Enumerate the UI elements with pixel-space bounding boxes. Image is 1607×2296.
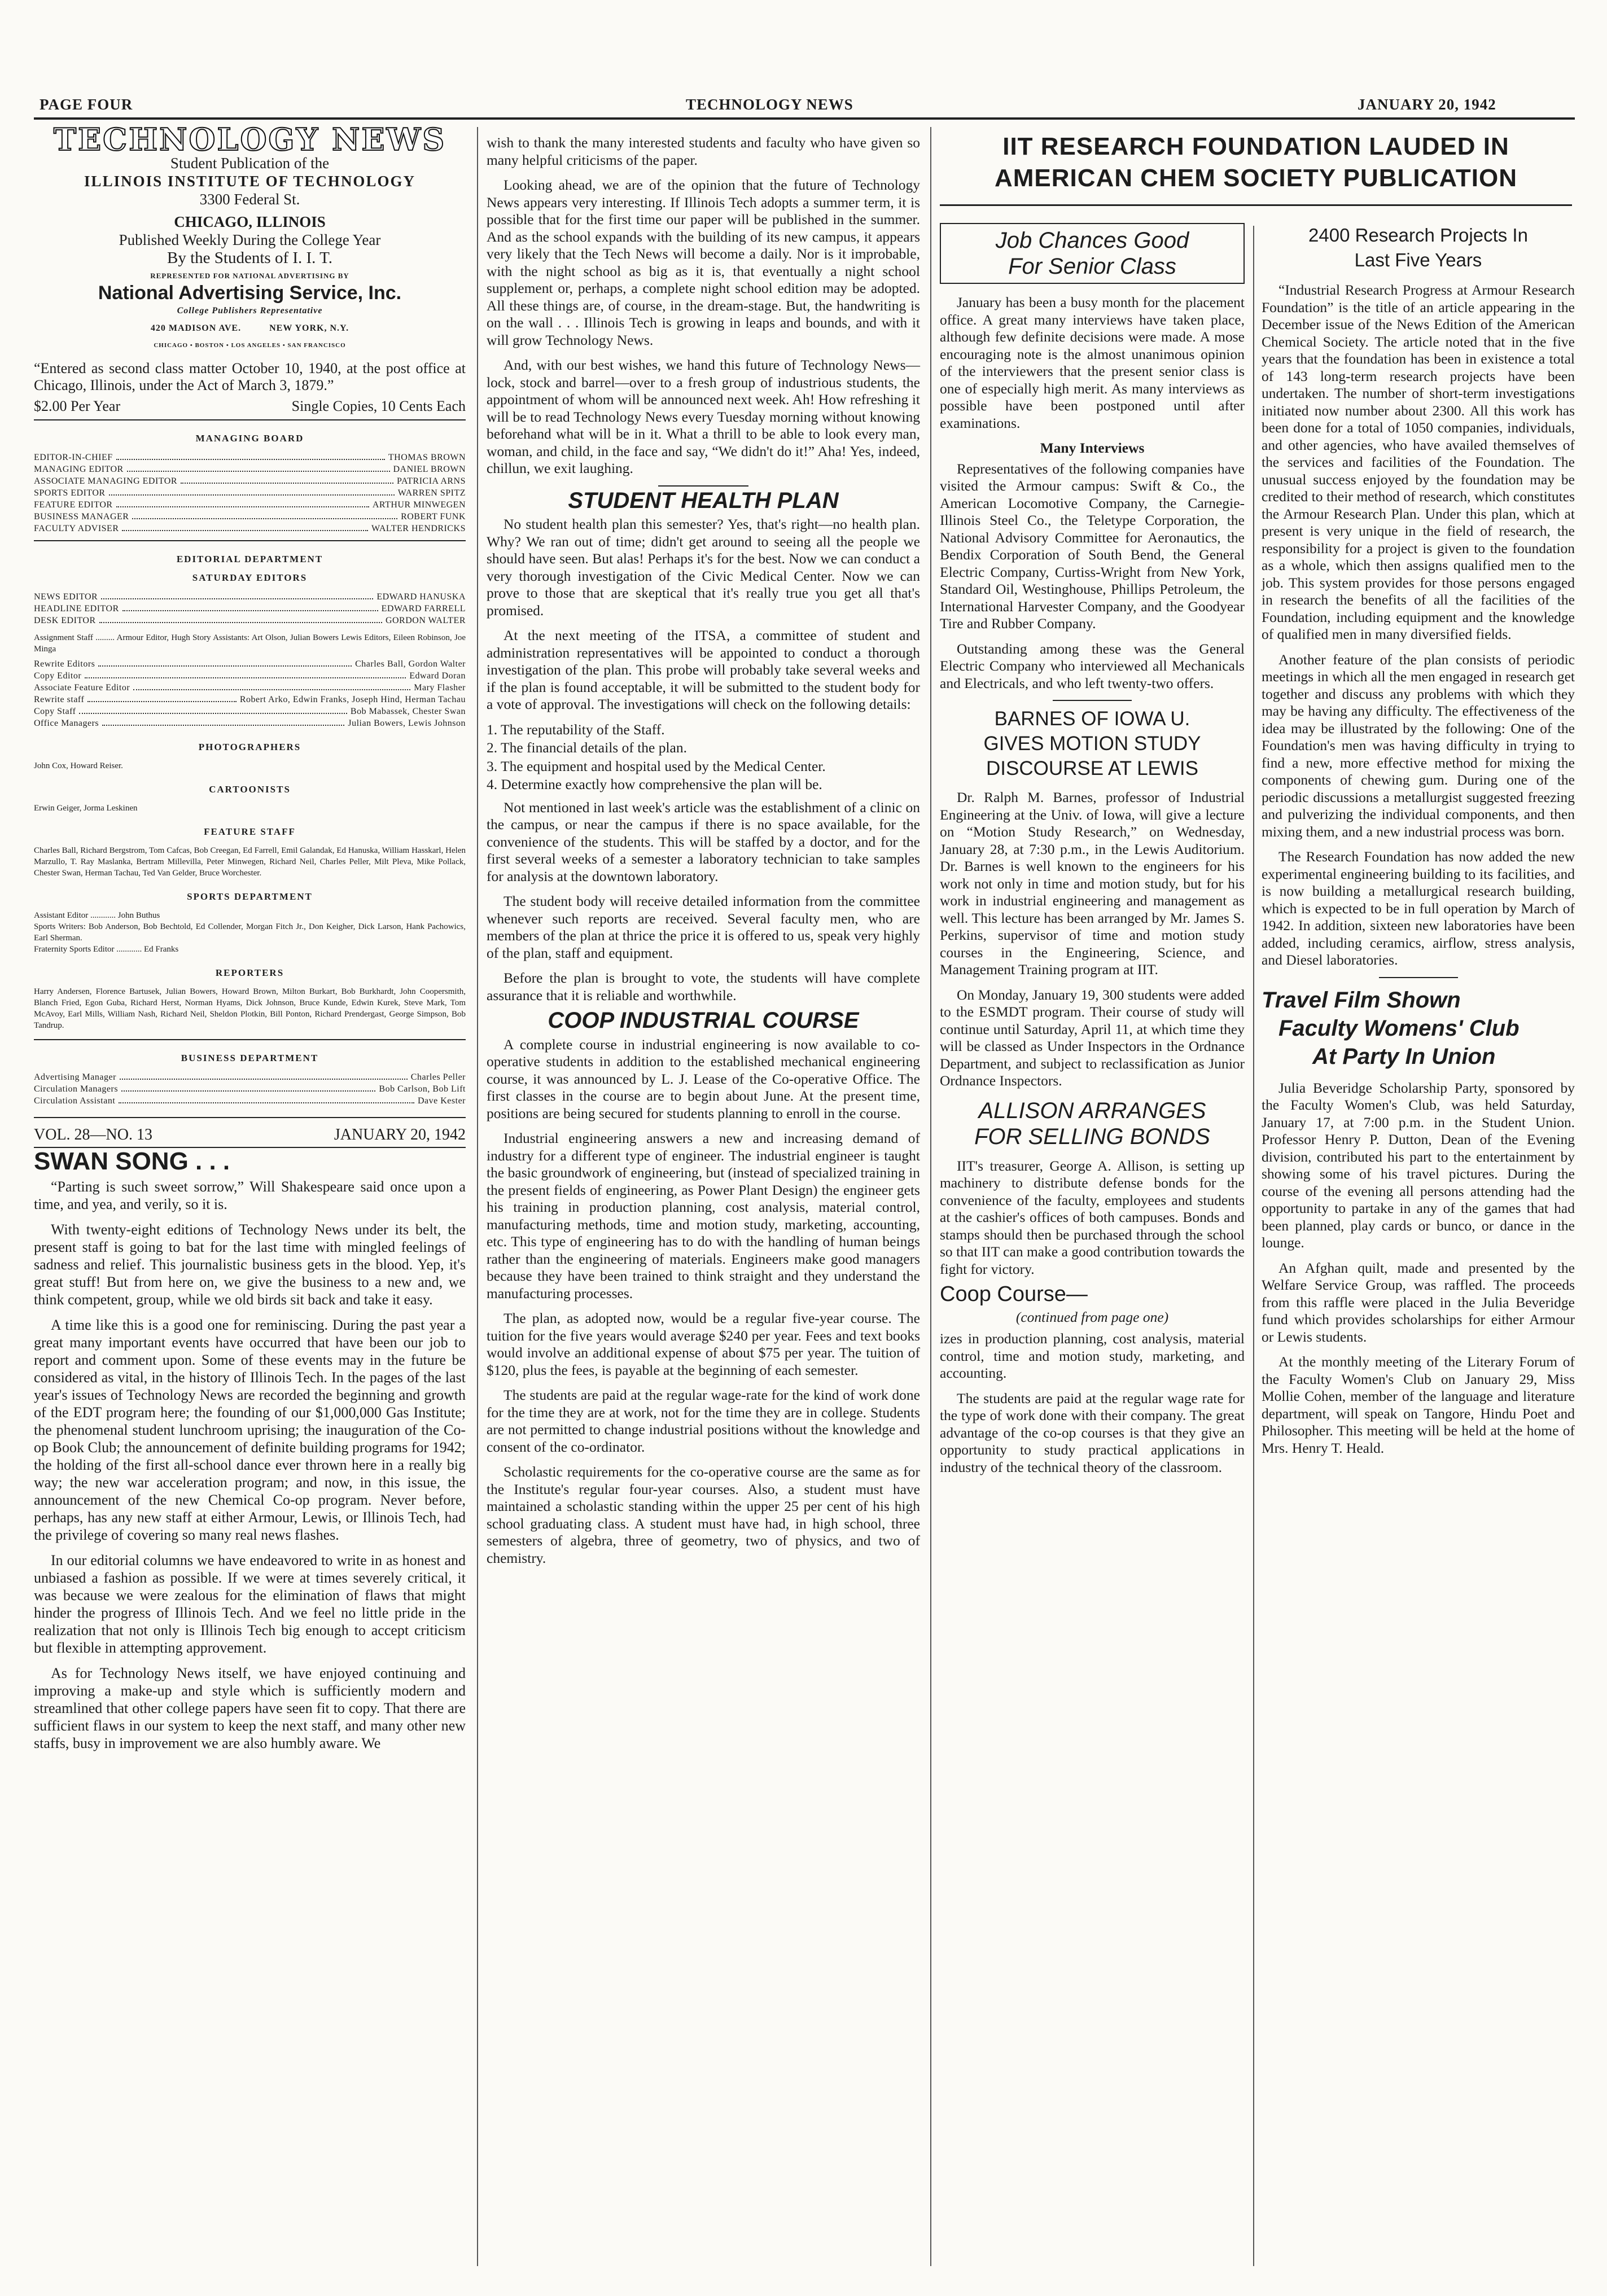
staff-name: WARREN SPITZ [397, 488, 466, 498]
staff-row [34, 523, 466, 534]
staff-row [34, 603, 466, 615]
staff-row [34, 694, 466, 706]
leader-dots [116, 452, 385, 460]
staff-row [34, 1095, 466, 1107]
leader-dots [98, 658, 352, 667]
travel-title-line: Faculty Womens' Club [1278, 1015, 1520, 1041]
staff-row [34, 475, 466, 487]
column-divider [930, 127, 931, 2266]
article-paragraph: wish to thank the many interested students and faculty who have given so many helpful criticisms of the paper. [487, 134, 920, 168]
article-paragraph: The student body will receive detailed information from the committee whenever such reports are received. Several faculty men, who are members of the plan at thrice the price it is offered to us, speak very highly of the plan, staff and equipment. [487, 893, 920, 961]
article-paragraph: Scholastic requirements for the co-operative course are the same as for the Institute's regular four-year courses. Also, a student must have maintained a scholastic standing within the upper 25 per cent of his high school graduating class. A student must have had, in high school, three semesters of algebra, three of geometry, two of physics, and two of chemistry. [487, 1464, 920, 1566]
staff-name: DANIEL BROWN [393, 465, 466, 474]
coop-continued-title: Coop Course— [940, 1282, 1088, 1306]
article-paragraph: Before the plan is brought to vote, the students will have complete assurance that it is reliable and worthwhile. [487, 970, 920, 1004]
article-paragraph: Industrial engineering answers a new and increasing demand of industry for a different type of engineer. The industrial engineer is taught the basic groundwork of engineering, but (instead of specialized training in the present fields of engineering, as Power Plant Design) the engineer gets his training in production planning, cost analysis, material control, manufacturing methods, time and motion study, marketing, accounting, etc. This type of engineering has to do with the handling of human beings rather than the engineering of materials. Engineers make good managers because they have been trained to think straight and they understand the manufacturing processes. [487, 1130, 920, 1302]
cartoonists-names: Erwin Geiger, Jorma Leskinen [34, 804, 138, 813]
coop-course-title: COOP INDUSTRIAL COURSE [548, 1008, 859, 1033]
staff-role: FACULTY ADVISER [34, 524, 119, 533]
entered-notice: “Entered as second class matter October 10, 1940, at the post office at Chicago, Illinois, under the Act of March 3, 1879.” [34, 360, 466, 393]
barnes-title [940, 707, 1245, 781]
reporters-names: Harry Andersen, Florence Bartusek, Julian Bowers, Howard Brown, Milton Burkart, Bob Burkhardt, John Coopersmith, Blanch Fried, Egon Guba, Richard Herst, Norman Hyams, Dick Johnson, Bruce Kunde, Edwin Kurek, Steve Mark, Tom McAvoy, Earl Mills, William Nash, Richard Neil, Sheldon Plotkin, Bill Ponton, Richard Prendergast, George Simpson, Bob Tandrup. [34, 987, 466, 1030]
list-item: 1. The reputability of the Staff. [487, 721, 665, 738]
rep-note: REPRESENTED FOR NATIONAL ADVERTISING BY [150, 271, 349, 280]
divider [1053, 700, 1132, 701]
divider [34, 419, 466, 420]
article-paragraph: A time like this is a good one for reminiscing. During the past year a great many important events have occurred that have been our job to report and comment upon. Some of these events may in the future be considered as vital, in the history of Illinois Tech. In the pages of the last year's issues of Technology News are recorded the beginning and growth of the EDT program here; the founding of our $1,000,000 Gas Institute; the phenomenal student lunchroom uprising; the inauguration of the Co-op Book Club; the announcement of definite building programs for 1942; the holding of the first all-school dance ever thrown here in a really big way; the new war acceleration program; and now, in this issue, the announcement of the new Chemical Co-op program. Never before, perhaps, has any new staff at either Armour, Lewis, or Illinois Tech, had the privilege of covering so many real news flashes. [34, 1317, 466, 1543]
volume-number: VOL. 28—NO. 13 [34, 1126, 152, 1143]
divider [34, 1039, 466, 1040]
staff-name: Bob Mabassek, Chester Swan [350, 707, 466, 716]
managing-board-title: MANAGING BOARD [195, 433, 304, 444]
staff-role: Circulation Managers [34, 1084, 119, 1094]
staff-name: GORDON WALTER [385, 616, 466, 625]
divider [34, 1117, 466, 1118]
allison-title-line: FOR SELLING BONDS [974, 1124, 1210, 1149]
staff-name: Edward Doran [409, 671, 466, 681]
list-item: 4. Determine exactly how comprehensive the plan will be. [487, 776, 822, 792]
staff-name: Mary Flasher [414, 683, 466, 693]
staff-row [34, 670, 466, 682]
staff-role: Circulation Assistant [34, 1096, 116, 1106]
jobs-headline-box [940, 223, 1245, 284]
article-paragraph: And, with our best wishes, we hand this future of Technology News—lock, stock and barrel—over to a fresh group of industrious students, the appointment of whom will be announced next week. Ah! How refreshing it will be to read Technology News every Tuesday morning without knowing beforehand what will be in it. What a thrill to be able to look every man, woman, and child, in the face and say, “We didn't do it!” Aha! Yes, indeed, chillun, we exit laughing. [487, 357, 920, 476]
column-divider [1253, 226, 1254, 2266]
jobs-title: Job Chances Good [995, 228, 1189, 253]
staff-row [34, 591, 466, 603]
price-single: Single Copies, 10 Cents Each [291, 398, 466, 414]
masthead-line: ILLINOIS INSTITUTE OF TECHNOLOGY [84, 173, 415, 190]
leader-dots [121, 1083, 375, 1092]
banner-rule [940, 204, 1572, 206]
staff-role: MANAGING EDITOR [34, 465, 124, 474]
article-paragraph: Dr. Ralph M. Barnes, professor of Industrial Engineering at the Univ. of Iowa, will give a lecture on “Motion Study Research,” on Wednesday, January 28, at 7:30 p.m., in the Lewis Auditorium. Dr. Barnes is well known to the engineers for his work not only in time and motion study, but for his work in industrial engineering and management as well. This lecture has been arranged by Mr. James S. Perkins, supervisor of time and motion study courses in the Engineering, Science, and Management Training program at IIT. [940, 789, 1245, 978]
list-item: 2. The financial details of the plan. [487, 739, 687, 756]
business-title: BUSINESS DEPARTMENT [181, 1053, 319, 1063]
masthead-line: Published Weekly During the College Year [119, 231, 381, 248]
leader-dots [101, 591, 373, 599]
rep-tagline: College Publishers Representative [177, 306, 323, 316]
leader-dots [122, 523, 368, 531]
cartoonists-title: CARTOONISTS [209, 784, 291, 795]
sports-title: SPORTS DEPARTMENT [187, 891, 313, 902]
leader-dots [116, 499, 369, 507]
staff-name: Robert Arko, Edwin Franks, Joseph Hind, Herman Tachau [239, 695, 466, 704]
staff-role: Copy Editor [34, 671, 82, 681]
staff-row [34, 1083, 466, 1095]
volume-date: JANUARY 20, 1942 [334, 1126, 466, 1143]
feature-staff-title: FEATURE STAFF [204, 826, 296, 837]
article-paragraph: In our editorial columns we have endeavored to write in as honest and unbiased a fashion as possible. If we were at times severely critical, it was because we were zealous for the elimination of flaws that might hinder the progress of Illinois Tech. And we feel no little pride in the realization that not only is Illinois Tech big enough to accept criticism but flexible in attempting approvement. [34, 1552, 466, 1656]
research-title-line: 2400 Research Projects In [1308, 225, 1528, 246]
staff-row [34, 615, 466, 626]
staff-role: Office Managers [34, 718, 99, 728]
banner-line: IIT RESEARCH FOUNDATION LAUDED IN [1002, 133, 1509, 160]
column-divider [477, 127, 478, 2266]
staff-role: Copy Staff [34, 707, 76, 716]
article-paragraph: At the monthly meeting of the Literary Forum of the Faculty Women's Club on January 29, Miss Mollie Cohen, member of the language and literature department, will speak on Tangore, Hindu Poet and Philosopher. This meeting will be held at the home of Mrs. Henry T. Heald. [1262, 1353, 1575, 1456]
article-paragraph: Representatives of the following companies have visited the Armour campus: Swift & Co., the American Locomotive Company, the Carnegie-Illinois Steel Co., the Teletype Corporation, the National Advisory Committee for Aeronautics, the Bendix Corporation of South Bend, the General Electric Company, Curtiss-Wright from New York, Standard Oil, Westinghouse, Phillips Petroleum, the International Harvester Company, and the Goodyear Tire and Rubber Company. [940, 460, 1245, 632]
fraternity-editor: Fraternity Sports Editor ............ Ed Franks [34, 945, 179, 954]
staff-role: Rewrite staff [34, 695, 85, 704]
article-paragraph: A complete course in industrial engineering is now available to co-operative students in addition to the established mechanical engineering course, it was announced by L. J. Lease of the Co-operative Office. The first classes in the course are to begin about June. At the present time, positions are being secured for students planning to enroll in the course. [487, 1036, 920, 1121]
article-paragraph: Outstanding among these was the General Electric Company who interviewed all Mechanicals and Electricals, and who left twenty-two offers. [940, 640, 1245, 691]
article-paragraph: With twenty-eight editions of Technology News under its belt, the present staff is going to bat for the last time with mingled feelings of sadness and relief. This journalistic business gets in the blood. Yep, it's great stuff! But from here on, we give the business to a new and, we think competent, group, while we old birds sit back and take it easy. [34, 1221, 466, 1308]
assignment-staff: Assignment Staff ......... Armour Editor, Hugh Story Assistants: Art Olson, Julian Bowers Lewis Editors, Eileen Robinson, Joe Minga [34, 633, 466, 654]
masthead-line: CHICAGO, ILLINOIS [174, 213, 326, 230]
leader-dots [109, 487, 395, 496]
staff-row [34, 706, 466, 717]
editorial-title: EDITORIAL DEPARTMENT [176, 554, 323, 564]
saturday-editors-title: SATURDAY EDITORS [192, 572, 308, 583]
staff-row [34, 463, 466, 475]
article-paragraph: As for Technology News itself, we have enjoyed continuing and improving a make-up and style which is sufficiently modern and streamlined that other college papers have seen fit to copy. That there are sufficient flaws in our system to keep the next staff, and many other new staffs, busy in improvement we are also humbly aware. We [34, 1665, 466, 1751]
photographers-title: PHOTOGRAPHERS [198, 742, 301, 752]
staff-role: BUSINESS MANAGER [34, 512, 129, 522]
masthead-line: 3300 Federal St. [199, 191, 300, 208]
column-1 [34, 121, 466, 1760]
article-paragraph: January has been a busy month for the placement office. A great many interviews have taken place, although few definite decisions were made. A mose encouraging note is the almost unanimous opinion of the interviewers that the present senior class is one of especially high merit. As many interviews as possible have been postponed until after examinations. [940, 294, 1245, 431]
continued-note: (continued from page one) [1015, 1308, 1169, 1325]
jobs-title: For Senior Class [1008, 254, 1176, 279]
travel-title [1262, 986, 1575, 1071]
staff-name: THOMAS BROWN [388, 453, 466, 462]
staff-name: Charles Peller [410, 1072, 466, 1082]
staff-name: Julian Bowers, Lewis Johnson [348, 718, 466, 728]
article-paragraph: Another feature of the plan consists of periodic meetings in which all the men engaged in research get together and discuss any problems with which they may be having any difficulty. The effectiveness of the idea may be illustrated by the following: One of the Foundation's men was having difficulty in trying to find a new, more effective method for mixing the components of chewing gum. During one of the periodic discussions a metallurgist suggested freezing and pulverizing the individual components, and then mixing them, and a new industrial process was born. [1262, 651, 1575, 840]
health-plan-title: STUDENT HEALTH PLAN [568, 488, 839, 513]
staff-role: Advertising Manager [34, 1072, 116, 1082]
article-paragraph: IIT's treasurer, George A. Allison, is setting up machinery to distribute defense bonds for the convenience of the faculty, employees and students at the cashier's offices of both campuses. Bonds and stamps should then be purchased through the school so that IIT can make a good contribution towards the fight for victory. [940, 1157, 1245, 1277]
staff-role: Associate Feature Editor [34, 683, 130, 693]
research-banner [937, 131, 1575, 194]
staff-name: WALTER HENDRICKS [371, 524, 466, 533]
staff-role: DESK EDITOR [34, 616, 96, 625]
article-paragraph: izes in production planning, cost analysis, material control, time and motion study, marketing, and accounting. [940, 1330, 1245, 1381]
article-paragraph: Not mentioned in last week's article was the establishment of a clinic on the campus, or near the campus if there is no space available, for the convenience of the students. This will be staffed by a doctor, and for the first several weeks of a semester a laboratory technician to take samples for analysis at the downtown laboratory. [487, 799, 920, 884]
travel-title-line: Travel Film Shown [1262, 987, 1461, 1013]
staff-row [34, 499, 466, 511]
staff-role: FEATURE EDITOR [34, 500, 113, 510]
staff-row [34, 1071, 466, 1083]
staff-name: EDWARD HANUSKA [376, 592, 466, 602]
feature-staff-names: Charles Ball, Richard Bergstrom, Tom Cafcas, Bob Creegan, Ed Farrell, Emil Galandak, Ed Hanuska, William Hasskarl, Helen Marzullo, T. Ray Maslanka, Bertram Millevilla, Peter Minwegen, Richard Neil, Charles Peller, Milt Pleva, Mike Pollack, Chester Swan, Herman Tachau, Ted Van Gelder, Bruce Worchester. [34, 846, 466, 878]
research-title [1262, 223, 1575, 273]
business-list [34, 1071, 466, 1107]
leader-dots [85, 670, 406, 678]
price-year: $2.00 Per Year [34, 398, 121, 414]
barnes-title-line: BARNES OF IOWA U. [994, 708, 1190, 730]
leader-dots [133, 682, 410, 690]
article-paragraph: “Parting is such sweet sorrow,” Will Shakespeare said once upon a time, and yea, and verily, so it is. [34, 1178, 466, 1212]
divider [1379, 977, 1458, 978]
swan-song-title: SWAN SONG . . . [34, 1147, 230, 1175]
editorial-list-2 [34, 658, 466, 729]
article-paragraph: The Research Foundation has now added the new experimental engineering building to its facilities, and is now building a metallurgical research building, which is expected to be in full operation by March of 1942. In addition, sixteen new laboratories have been added, including ceramics, airflow, stress analysis, and Diesel laboratories. [1262, 848, 1575, 968]
divider [34, 540, 466, 541]
staff-name: EDWARD FARRELL [381, 604, 466, 614]
article-paragraph: The plan, as adopted now, would be a regular five-year course. The tuition for the five years would average $240 per year. Fees and text books would involve an additional expense of about $75 per year. The tuition of $120, plus the fees, is payable at the beginning of each semester. [487, 1310, 920, 1378]
staff-name: Charles Ball, Gordon Walter [355, 659, 466, 669]
staff-name: Dave Kester [417, 1096, 466, 1106]
leader-dots [79, 706, 347, 714]
barnes-title-line: DISCOURSE AT LEWIS [986, 757, 1198, 779]
banner-line: AMERICAN CHEM SOCIETY PUBLICATION [994, 164, 1518, 192]
staff-row [34, 452, 466, 463]
article-paragraph: At the next meeting of the ITSA, a committee of student and administration representatives will be appointed to conduct a thorough investigation of the plan. This probe will probably take several weeks and if the plan is found acceptable, it will be submitted to the student body for a vote of approval. The investigations will check on the following details: [487, 627, 920, 712]
staff-name: PATRICIA ARNS [397, 476, 466, 486]
divider [658, 485, 748, 487]
article-paragraph: An Afghan quilt, made and presented by the Welfare Service Group, was raffled. The proceeds from this raffle were placed in the Julia Beveridge fund which provides scholarships for either Armour or Lewis students. [1262, 1259, 1575, 1345]
allison-title [940, 1098, 1245, 1150]
column-3 [940, 223, 1245, 1484]
leader-dots [120, 1071, 408, 1080]
leader-dots [87, 694, 237, 702]
article-paragraph: “Industrial Research Progress at Armour Research Foundation” is the title of an article appearing in the December issue of the News Edition of the American Chemical Society. The article noted that in the five years that the foundation has been in existence a total of 143 long-term research projects have been undertaken. The number of short-term investigations initiated now number about 2300. All this work has been done for a total of 1050 companies, individuals, and other agencies, who have availed themselves of the services and facilities of the Foundation. The unusual success enjoyed by the foundation may be credited to their method of research, which constitutes the Armour Research Plan. Under this plan, which at present is very unique in the field of research, the responsibility for a project is given to the foundation as a whole, which then assigns qualified men to the job. This system provides for those persons engaged in research the benefits of all the facilities of the Foundation, including equipment and the knowledge of qualified men in many diversified fields. [1262, 282, 1575, 642]
reporters-title: REPORTERS [215, 967, 284, 978]
staff-row [34, 658, 466, 670]
staff-row [34, 487, 466, 499]
page-number: PAGE FOUR [40, 96, 133, 113]
header-rule [34, 117, 1575, 120]
staff-role: HEADLINE EDITOR [34, 604, 119, 614]
allison-title-line: ALLISON ARRANGES [978, 1098, 1206, 1123]
leader-dots [181, 475, 393, 484]
rep-cities: CHICAGO • BOSTON • LOS ANGELES • SAN FRANCISCO [154, 342, 346, 349]
list-item: 3. The equipment and hospital used by the Medical Center. [487, 757, 826, 774]
leader-dots [122, 603, 378, 611]
masthead-line: Student Publication of the [170, 155, 330, 172]
article-paragraph: Looking ahead, we are of the opinion that the future of Technology News appears very interesting. If Illinois Tech adopts a summer term, it is possible that for the first time our paper will be published in the summer. And as the school expands with the building of its new campus, it appears very likely that the Tech News will become a daily. Nor is it improbable, with the night school as big as it is, that eventually a night school supplement or, perhaps, a complete night school edition may be adopted. All these things are, of course, in the dream-stage. But, the handwriting is on the wall . . . Illinois Tech is growing in leaps and bounds, and with it will grow Technology News. [487, 177, 920, 348]
jobs-subhead: Many Interviews [1040, 440, 1145, 456]
leader-dots [102, 717, 344, 726]
staff-role: NEWS EDITOR [34, 592, 98, 602]
staff-row [34, 511, 466, 523]
sports-assistant: Assistant Editor ............ John Buthus [34, 911, 160, 920]
leader-dots [99, 615, 382, 623]
article-paragraph: On Monday, January 19, 300 students were added to the ESMDT program. Their course of study will continue until Saturday, April 11, at which time they will be classed as Under Inspectors in the Ordnance Department, and subject to reclassification as Junior Ordnance Inspectors. [940, 986, 1245, 1089]
barnes-title-line: GIVES MOTION STUDY [983, 733, 1201, 755]
travel-title-line: At Party In Union [1312, 1044, 1496, 1069]
column-2 [487, 134, 920, 1575]
volume-line [34, 1126, 466, 1143]
running-title: TECHNOLOGY NEWS [686, 96, 853, 113]
staff-row [34, 682, 466, 694]
column-4 [1262, 223, 1575, 1465]
staff-name: ROBERT FUNK [401, 512, 466, 522]
masthead-line: By the Students of I. I. T. [167, 249, 332, 267]
article-paragraph: Julia Beveridge Scholarship Party, sponsored by the Faculty Women's Club, was held Saturday, January 17, at 7:00 p.m. in the Student Union. Professor Henry P. Dutton, Dean of the Evening division, contributed his part to the entertainment by showing some of his travel pictures. During the course of the evening all persons attending had the opportunity to partake in any of the games that had been planned, play cards or bunco, or dance in the lounge. [1262, 1079, 1575, 1251]
article-paragraph: No student health plan this semester? Yes, that's right—no health plan. Why? We ran out of time; didn't get around to seeing all the people we should have seen. But alas! Perhaps it's for the best. Now we can conduct a very thorough investigation of the Civic Medical Center. Now we can prove to those that are skeptical that it's really true you get all that's promised. [487, 516, 920, 619]
health-plan-list [487, 721, 920, 794]
sports-writers: Sports Writers: Bob Anderson, Bob Bechtold, Ed Collender, Morgan Fitch Jr., Don Keigher, Dick Larson, Hank Pachowics, Earl Sherman. [34, 922, 466, 943]
research-title-line: Last Five Years [1354, 249, 1482, 270]
rep-address: 420 MADISON AVE. NEW YORK, N.Y. [150, 323, 349, 333]
staff-name: Bob Carlson, Bob Lift [379, 1084, 466, 1094]
leader-dots [132, 511, 397, 519]
article-paragraph: The students are paid at the regular wage-rate for the kind of work done for the time they are at work, not for the time they are in college. Students are not permitted to change industrial positions without the knowledge and consent of the co-ordinator. [487, 1387, 920, 1455]
staff-role: EDITOR-IN-CHIEF [34, 453, 113, 462]
staff-role: Rewrite Editors [34, 659, 95, 669]
photographers-names: John Cox, Howard Reiser. [34, 761, 123, 770]
header-date: JANUARY 20, 1942 [1358, 96, 1496, 113]
staff-role: ASSOCIATE MANAGING EDITOR [34, 476, 177, 486]
staff-role: SPORTS EDITOR [34, 488, 106, 498]
staff-name: ARTHUR MINWEGEN [372, 500, 466, 510]
nameplate: TECHNOLOGY NEWS [53, 121, 446, 157]
leader-dots [119, 1095, 414, 1103]
editorial-list [34, 591, 466, 626]
rep-name: National Advertising Service, Inc. [98, 282, 402, 304]
article-paragraph: The students are paid at the regular wage rate for the type of work done with their company. The great advantage of the co-op courses is that they give an opportunity to study practical applications in industry of the technical theory of the classroom. [940, 1390, 1245, 1475]
leader-dots [127, 463, 390, 472]
price-line [34, 397, 466, 415]
staff-row [34, 717, 466, 729]
managing-board-list [34, 452, 466, 534]
